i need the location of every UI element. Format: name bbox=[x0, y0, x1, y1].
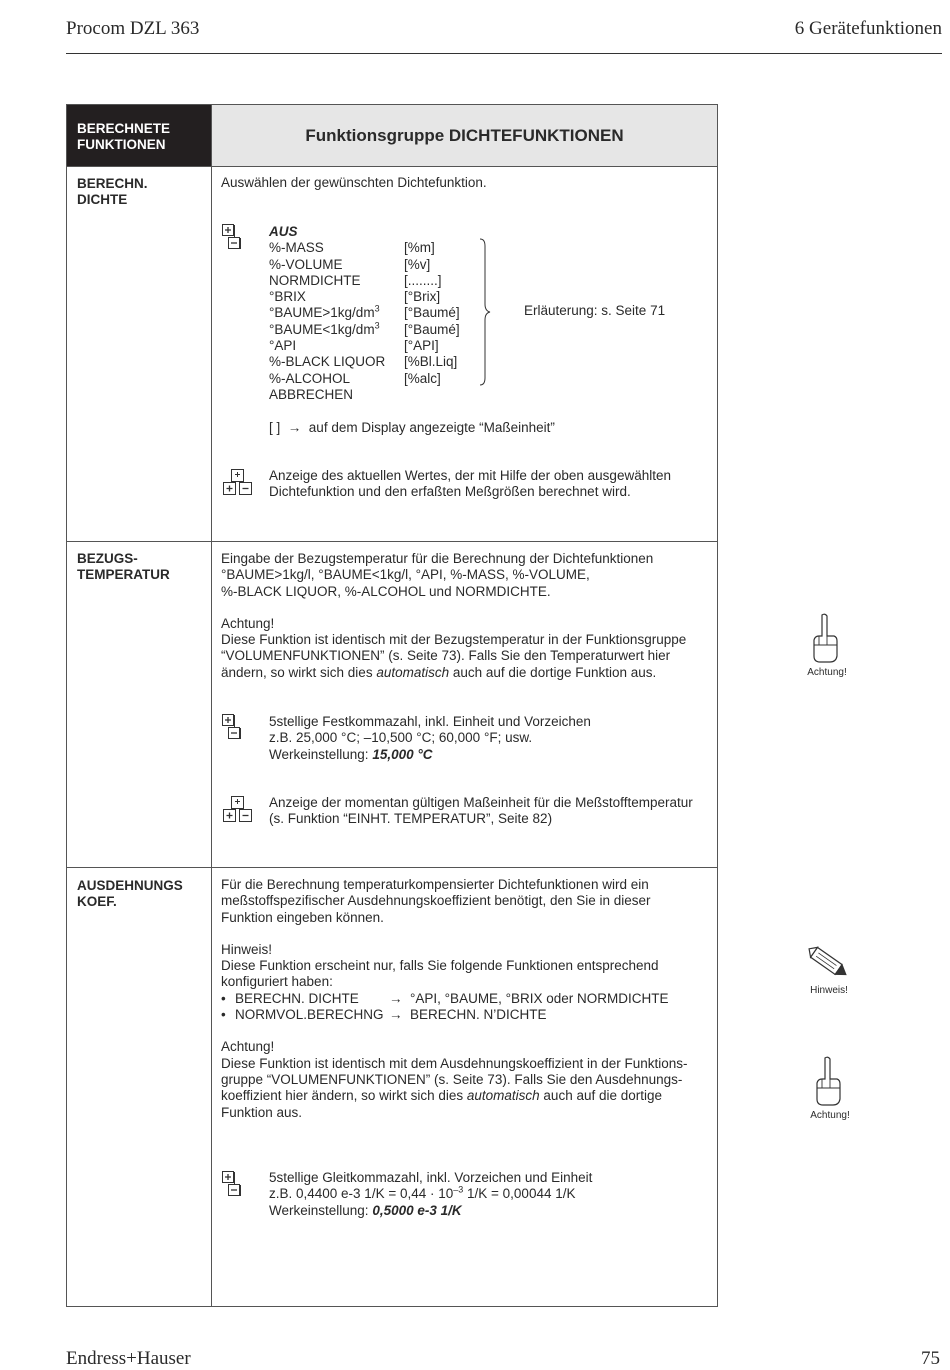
legend-bracket: [ ] bbox=[269, 420, 281, 435]
text-span: auch auf die dortige Funktion aus. bbox=[449, 664, 657, 680]
option-item bbox=[269, 240, 469, 256]
header-doc-title: Procom DZL 363 bbox=[66, 18, 200, 39]
exponent: 3 bbox=[374, 303, 380, 314]
margin-label: Achtung! bbox=[807, 667, 847, 678]
option-name: ABBRECHEN bbox=[269, 386, 354, 402]
text-line: Funktion aus. bbox=[221, 1104, 303, 1120]
text-line: Diese Funktion erscheint nur, falls Sie folgende Funktionen entsprechend bbox=[221, 958, 659, 974]
bullet-left: BERECHN. DICHTE bbox=[235, 990, 359, 1006]
row-label-bezugstemperatur bbox=[77, 551, 170, 583]
text-line bbox=[221, 1088, 711, 1104]
plus-minus-keys-icon bbox=[222, 714, 242, 742]
option-name: AUS bbox=[269, 224, 298, 239]
table-title: Funktionsgruppe DICHTEFUNKTIONEN bbox=[212, 105, 717, 166]
option-item bbox=[269, 371, 469, 387]
option-unit: [%alc] bbox=[404, 370, 441, 386]
option-item bbox=[269, 289, 469, 305]
bullet-left: NORMVOL.BERECHNG bbox=[235, 1007, 384, 1023]
text-line: “VOLUMENFUNKTIONEN” (s. Seite 73). Falls Sie den Temperaturwert hier bbox=[221, 648, 671, 664]
unit-legend bbox=[269, 420, 555, 436]
row3-input-spec bbox=[269, 1170, 592, 1219]
option-unit: [°Brix] bbox=[404, 289, 441, 305]
text-line: Diese Funktion ist identisch mit dem Ausdehnungskoeffizient in der Funktions- bbox=[221, 1055, 688, 1071]
warning-title: Achtung! bbox=[221, 615, 275, 631]
emphasis: automatisch bbox=[376, 664, 450, 680]
option-unit: [%m] bbox=[404, 240, 435, 256]
row2-input-spec bbox=[269, 714, 591, 763]
header-section-title: 6 Gerätefunktionen bbox=[794, 18, 942, 39]
option-item bbox=[269, 257, 469, 273]
text-line: °BAUME>1kg/l, °BAUME<1kg/l, °API, %-MASS, %-VOLUME, bbox=[221, 567, 590, 583]
bullet: • bbox=[221, 1007, 226, 1023]
emphasis: automatisch bbox=[466, 1088, 540, 1104]
bullet: • bbox=[221, 990, 226, 1006]
margin-hint bbox=[800, 944, 858, 1002]
row-label-line: KOEF. bbox=[77, 894, 117, 909]
text-span: koeffizient hier ändern, so wirkt sich dies bbox=[221, 1088, 467, 1104]
option-unit: [°API] bbox=[404, 338, 439, 354]
row-divider bbox=[67, 867, 717, 868]
text-line: gruppe “VOLUMENFUNKTIONEN” (s. Seite 73). Falls Sie den Ausdehnungs- bbox=[221, 1071, 683, 1087]
margin-label: Hinweis! bbox=[810, 985, 848, 996]
row1-display-text bbox=[269, 468, 671, 501]
text-span: ändern, so wirkt sich dies bbox=[221, 664, 377, 680]
explanation-note: Erläuterung: s. Seite 71 bbox=[524, 303, 666, 318]
footer-brand: Endress+Hauser bbox=[66, 1348, 191, 1369]
text-line: Dichtefunktion und den erfaßten Meßgrößen berechnet wird. bbox=[269, 484, 631, 500]
page-number: 75 bbox=[921, 1348, 940, 1369]
text-line: Für die Berechnung temperaturkompensierter Dichtefunktionen wird ein bbox=[221, 877, 649, 892]
default-value: 15,000 °C bbox=[372, 746, 433, 762]
row-label-line: BERECHN. bbox=[77, 176, 148, 191]
pencil-note-icon bbox=[800, 944, 858, 984]
text-span: z.B. 0,4400 e-3 1/K = 0,44 · 10 bbox=[269, 1186, 454, 1202]
text-span: auch auf die dortige bbox=[539, 1088, 663, 1104]
left-header bbox=[67, 105, 211, 166]
option-name: °BAUME<1kg/dm bbox=[269, 321, 375, 337]
display-keys-icon bbox=[222, 796, 254, 824]
text-line: Funktion eingeben können. bbox=[221, 909, 384, 925]
plus-minus-keys-icon bbox=[222, 224, 242, 252]
text-line: Eingabe der Bezugstemperatur für die Berechnung der Dichtefunktionen bbox=[221, 551, 654, 566]
row-label-line: DICHTE bbox=[77, 192, 128, 207]
row-divider bbox=[67, 166, 717, 167]
exponent: –3 bbox=[453, 1184, 464, 1195]
row-label-line: BEZUGS- bbox=[77, 551, 138, 566]
bullet-item bbox=[221, 991, 711, 1007]
option-name: %-MASS bbox=[269, 240, 324, 256]
option-unit: [........] bbox=[404, 272, 442, 288]
text-line: Anzeige der momentan gültigen Maßeinheit für die Meßstofftemperatur bbox=[269, 795, 693, 810]
row-label-ausdehnungskoef bbox=[77, 878, 183, 910]
margin-warning bbox=[803, 1055, 857, 1125]
option-name: %-BLACK LIQUOR bbox=[269, 354, 386, 370]
text-line: Diese Funktion ist identisch mit der Bezugstemperatur in der Funktionsgruppe bbox=[221, 632, 687, 648]
option-unit: [°Baumé] bbox=[404, 305, 460, 321]
option-name: %-ALCOHOL bbox=[269, 370, 351, 386]
text-line bbox=[269, 747, 591, 763]
option-name: °BRIX bbox=[269, 289, 306, 305]
margin-label: Achtung! bbox=[810, 1110, 850, 1121]
text-line: (s. Funktion “EINHT. TEMPERATUR”, Seite 82) bbox=[269, 811, 553, 827]
option-name: °BAUME>1kg/dm bbox=[269, 305, 375, 321]
text-line: meßstoffspezifischer Ausdehnungskoeffizient benötigt, den Sie in dieser bbox=[221, 893, 651, 909]
pointing-hand-icon bbox=[800, 612, 854, 664]
column-divider bbox=[211, 105, 212, 1306]
arrow-right-icon: → bbox=[287, 420, 302, 435]
option-name: %-VOLUME bbox=[269, 256, 343, 272]
default-value: 0,5000 e-3 1/K bbox=[372, 1202, 462, 1218]
bullet-right: °API, °BAUME, °BRIX oder NORMDICHTE bbox=[410, 990, 669, 1006]
option-item bbox=[269, 322, 469, 338]
row3-description bbox=[221, 877, 711, 1121]
option-name: °API bbox=[269, 338, 297, 354]
option-item bbox=[269, 354, 469, 370]
option-list bbox=[269, 224, 469, 403]
text-line bbox=[269, 1186, 592, 1202]
hint-title: Hinweis! bbox=[221, 941, 273, 957]
row1-intro: Auswählen der gewünschten Dichtefunktion. bbox=[221, 175, 487, 190]
text-span: Werkeinstellung: bbox=[269, 746, 373, 762]
warning-title: Achtung! bbox=[221, 1039, 275, 1055]
text-line: z.B. 25,000 °C; –10,500 °C; 60,000 °F; usw. bbox=[269, 730, 533, 746]
brace-icon bbox=[478, 238, 492, 386]
left-header-line: BERECHNETE bbox=[77, 121, 171, 136]
text-span: Werkeinstellung: bbox=[269, 1202, 373, 1218]
option-item bbox=[269, 338, 469, 354]
text-line: %-BLACK LIQUOR, %-ALCOHOL und NORMDICHTE. bbox=[221, 583, 551, 599]
row-label-line: TEMPERATUR bbox=[77, 567, 170, 582]
margin-warning bbox=[800, 612, 854, 682]
text-line: Anzeige des aktuellen Wertes, der mit Hilfe der oben ausgewählten bbox=[269, 468, 671, 483]
option-item bbox=[269, 224, 469, 240]
legend-text: auf dem Display angezeigte “Maßeinheit” bbox=[308, 420, 555, 435]
row2-description bbox=[221, 551, 686, 681]
text-line: 5stellige Festkommazahl, inkl. Einheit und Vorzeichen bbox=[269, 714, 591, 729]
option-unit: [%Bl.Liq] bbox=[404, 354, 458, 370]
option-unit: [°Baumé] bbox=[404, 321, 460, 337]
arrow-right-icon: → bbox=[389, 1007, 403, 1023]
text-line: 5stellige Gleitkommazahl, inkl. Vorzeichen und Einheit bbox=[269, 1170, 593, 1185]
bullet-right: BERECHN. N’DICHTE bbox=[410, 1007, 547, 1023]
row-label-berechn-dichte bbox=[77, 176, 148, 208]
left-header-line: FUNKTIONEN bbox=[77, 137, 166, 152]
row2-display-text bbox=[269, 795, 693, 828]
header-rule bbox=[66, 53, 942, 54]
text-line bbox=[221, 665, 686, 681]
arrow-right-icon: → bbox=[389, 990, 403, 1006]
option-item bbox=[269, 387, 469, 403]
option-unit: [%v] bbox=[404, 256, 431, 272]
display-keys-icon bbox=[222, 469, 254, 497]
row-divider bbox=[67, 541, 717, 542]
option-name: NORMDICHTE bbox=[269, 272, 361, 288]
bullet-item bbox=[221, 1007, 711, 1023]
text-line: konfiguriert haben: bbox=[221, 974, 333, 990]
plus-minus-keys-icon bbox=[222, 1171, 242, 1199]
text-span: 1/K = 0,00044 1/K bbox=[463, 1186, 576, 1202]
pointing-hand-icon bbox=[803, 1055, 857, 1107]
row-label-line: AUSDEHNUNGS bbox=[77, 878, 183, 893]
option-item bbox=[269, 273, 469, 289]
exponent: 3 bbox=[374, 320, 380, 331]
option-item bbox=[269, 305, 469, 321]
text-line bbox=[269, 1203, 592, 1219]
